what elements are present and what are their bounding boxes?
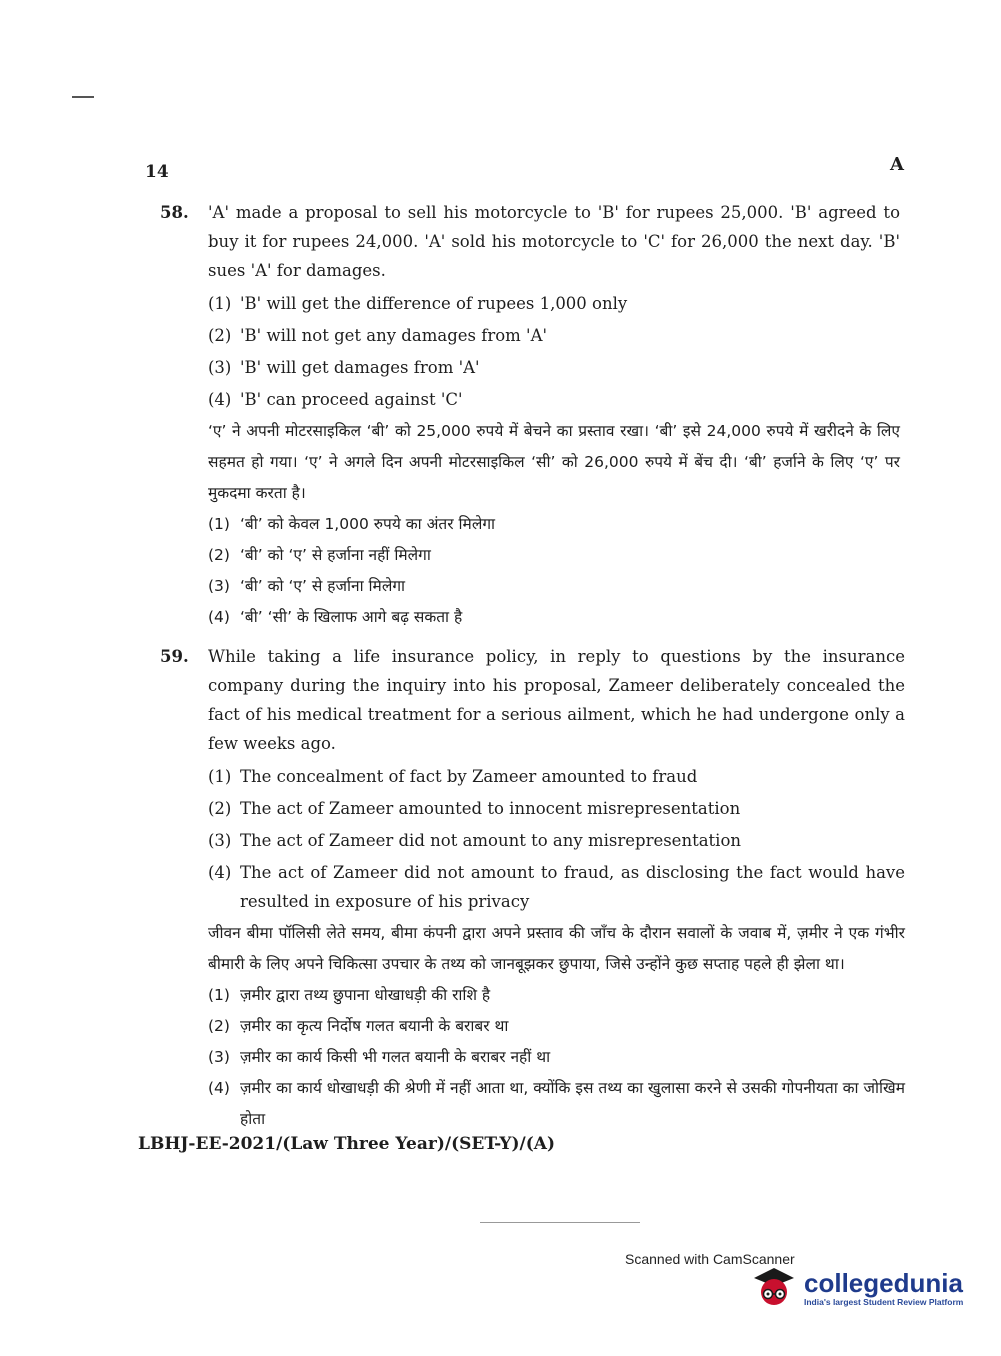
option-number: (4) (208, 390, 232, 409)
option-number: (1) (208, 294, 232, 313)
option-item (208, 762, 905, 791)
set-letter: A (890, 154, 904, 175)
option-number: (1) (208, 767, 232, 786)
option-text: ज़मीर का कार्य किसी भी गलत बयानी के बराबर नहीं था (240, 1048, 551, 1066)
option-item (208, 826, 905, 855)
option-number: (1) (208, 515, 230, 533)
option-number: (2) (208, 546, 230, 564)
option-text: The concealment of fact by Zameer amounted to fraud (240, 767, 698, 786)
scan-mark-top-left (72, 96, 94, 98)
option-number: (2) (208, 799, 232, 818)
option-text: ‘बी’ को केवल 1,000 रुपये का अंतर मिलेगा (240, 515, 496, 533)
option-item (208, 289, 900, 318)
question-59 (160, 642, 905, 1135)
option-number: (3) (208, 358, 232, 377)
option-item (208, 1073, 905, 1135)
option-number: (4) (208, 608, 230, 626)
graduate-mascot-icon (748, 1262, 800, 1314)
question-58 (160, 198, 900, 633)
option-number: (4) (208, 1079, 230, 1097)
brand-name: collegedunia (804, 1268, 963, 1298)
option-item (208, 321, 900, 350)
option-number: (3) (208, 1048, 230, 1066)
collegedunia-brand (748, 1258, 978, 1318)
scanned-with-label: Scanned with CamScanner (625, 1251, 795, 1267)
option-text: ‘बी’ ‘सी’ के खिलाफ आगे बढ़ सकता है (240, 608, 463, 626)
option-item (208, 1042, 905, 1073)
brand-tagline: India's largest Student Review Platform (804, 1297, 964, 1307)
scan-mark-bottom (480, 1222, 640, 1223)
option-text: 'B' can proceed against 'C' (240, 390, 463, 409)
option-number: (3) (208, 831, 232, 850)
option-number: (3) (208, 577, 230, 595)
option-text: ज़मीर द्वारा तथ्य छुपाना धोखाधड़ी की राशि है (240, 986, 491, 1004)
option-number: (4) (208, 863, 232, 882)
option-text: The act of Zameer did not amount to fraud, as disclosing the fact would have resulted in exposure of his privacy (240, 863, 905, 911)
option-item (208, 602, 900, 633)
option-item (208, 385, 900, 414)
question-number: 58. (160, 203, 189, 222)
option-number: (2) (208, 326, 232, 345)
option-text: 'B' will not get any damages from 'A' (240, 326, 548, 345)
option-item (208, 1011, 905, 1042)
option-number: (1) (208, 986, 230, 1004)
question-stem-english: 'A' made a proposal to sell his motorcycle to 'B' for rupees 25,000. 'B' agreed to buy it for rupees 24,000. 'A' sold his motorcycle to 'C' for 26,000 the next day. 'B' sues 'A' for damages. (208, 203, 900, 280)
option-item (208, 858, 905, 916)
option-item (208, 353, 900, 382)
option-item (208, 540, 900, 571)
question-stem-hindi: ‘ए’ ने अपनी मोटरसाइकिल ‘बी’ को 25,000 रुपये में बेचने का प्रस्ताव रखा। ‘बी’ इसे 24,000 रुपये में खरीदने के लिए सहमत हो गया। ‘ए’ ने अगले दिन अपनी मोटरसाइकिल ‘सी’ को 26,000 रुपये में बेंच दी। ‘बी’ हर्जाने के लिए ‘ए’ पर मुकदमा करता है। (208, 422, 900, 502)
option-number: (2) (208, 1017, 230, 1035)
options-english (208, 289, 900, 414)
option-text: The act of Zameer did not amount to any misrepresentation (240, 831, 742, 850)
question-number: 59. (160, 647, 189, 666)
exam-code: LBHJ-EE-2021/(Law Three Year)/(SET-Y)/(A) (138, 1134, 556, 1154)
options-hindi (208, 980, 905, 1135)
option-text: ज़मीर का कृत्य निर्दोष गलत बयानी के बराबर था (240, 1017, 509, 1035)
page-number: 14 (145, 162, 169, 182)
option-item (208, 794, 905, 823)
option-text: ‘बी’ को ‘ए’ से हर्जाना मिलेगा (240, 577, 406, 595)
option-item (208, 980, 905, 1011)
options-english (208, 762, 905, 916)
option-text: 'B' will get the difference of rupees 1,000 only (240, 294, 628, 313)
option-item (208, 571, 900, 602)
option-text: 'B' will get damages from 'A' (240, 358, 480, 377)
option-text: ज़मीर का कार्य धोखाधड़ी की श्रेणी में नहीं आता था, क्योंकि इस तथ्य का खुलासा करने से उसकी गोपनीयता का जोखिम होता (240, 1079, 905, 1128)
option-item (208, 509, 900, 540)
options-hindi (208, 509, 900, 633)
question-stem-english: While taking a life insurance policy, in reply to questions by the insurance company during the inquiry into his proposal, Zameer deliberately concealed the fact of his medical treatment for a serious ailment, which he had undergone only a few weeks ago. (208, 647, 905, 753)
question-stem-hindi: जीवन बीमा पॉलिसी लेते समय, बीमा कंपनी द्वारा अपने प्रस्ताव की जाँच के दौरान सवालों के जवाब में, ज़मीर ने एक गंभीर बीमारी के लिए अपने चिकित्सा उपचार के तथ्य को जानबूझकर छुपाया, जिसे उन्होंने कुछ सप्ताह पहले ही झेला था। (208, 924, 905, 973)
option-text: ‘बी’ को ‘ए’ से हर्जाना नहीं मिलेगा (240, 546, 431, 564)
option-text: The act of Zameer amounted to innocent misrepresentation (240, 799, 741, 818)
